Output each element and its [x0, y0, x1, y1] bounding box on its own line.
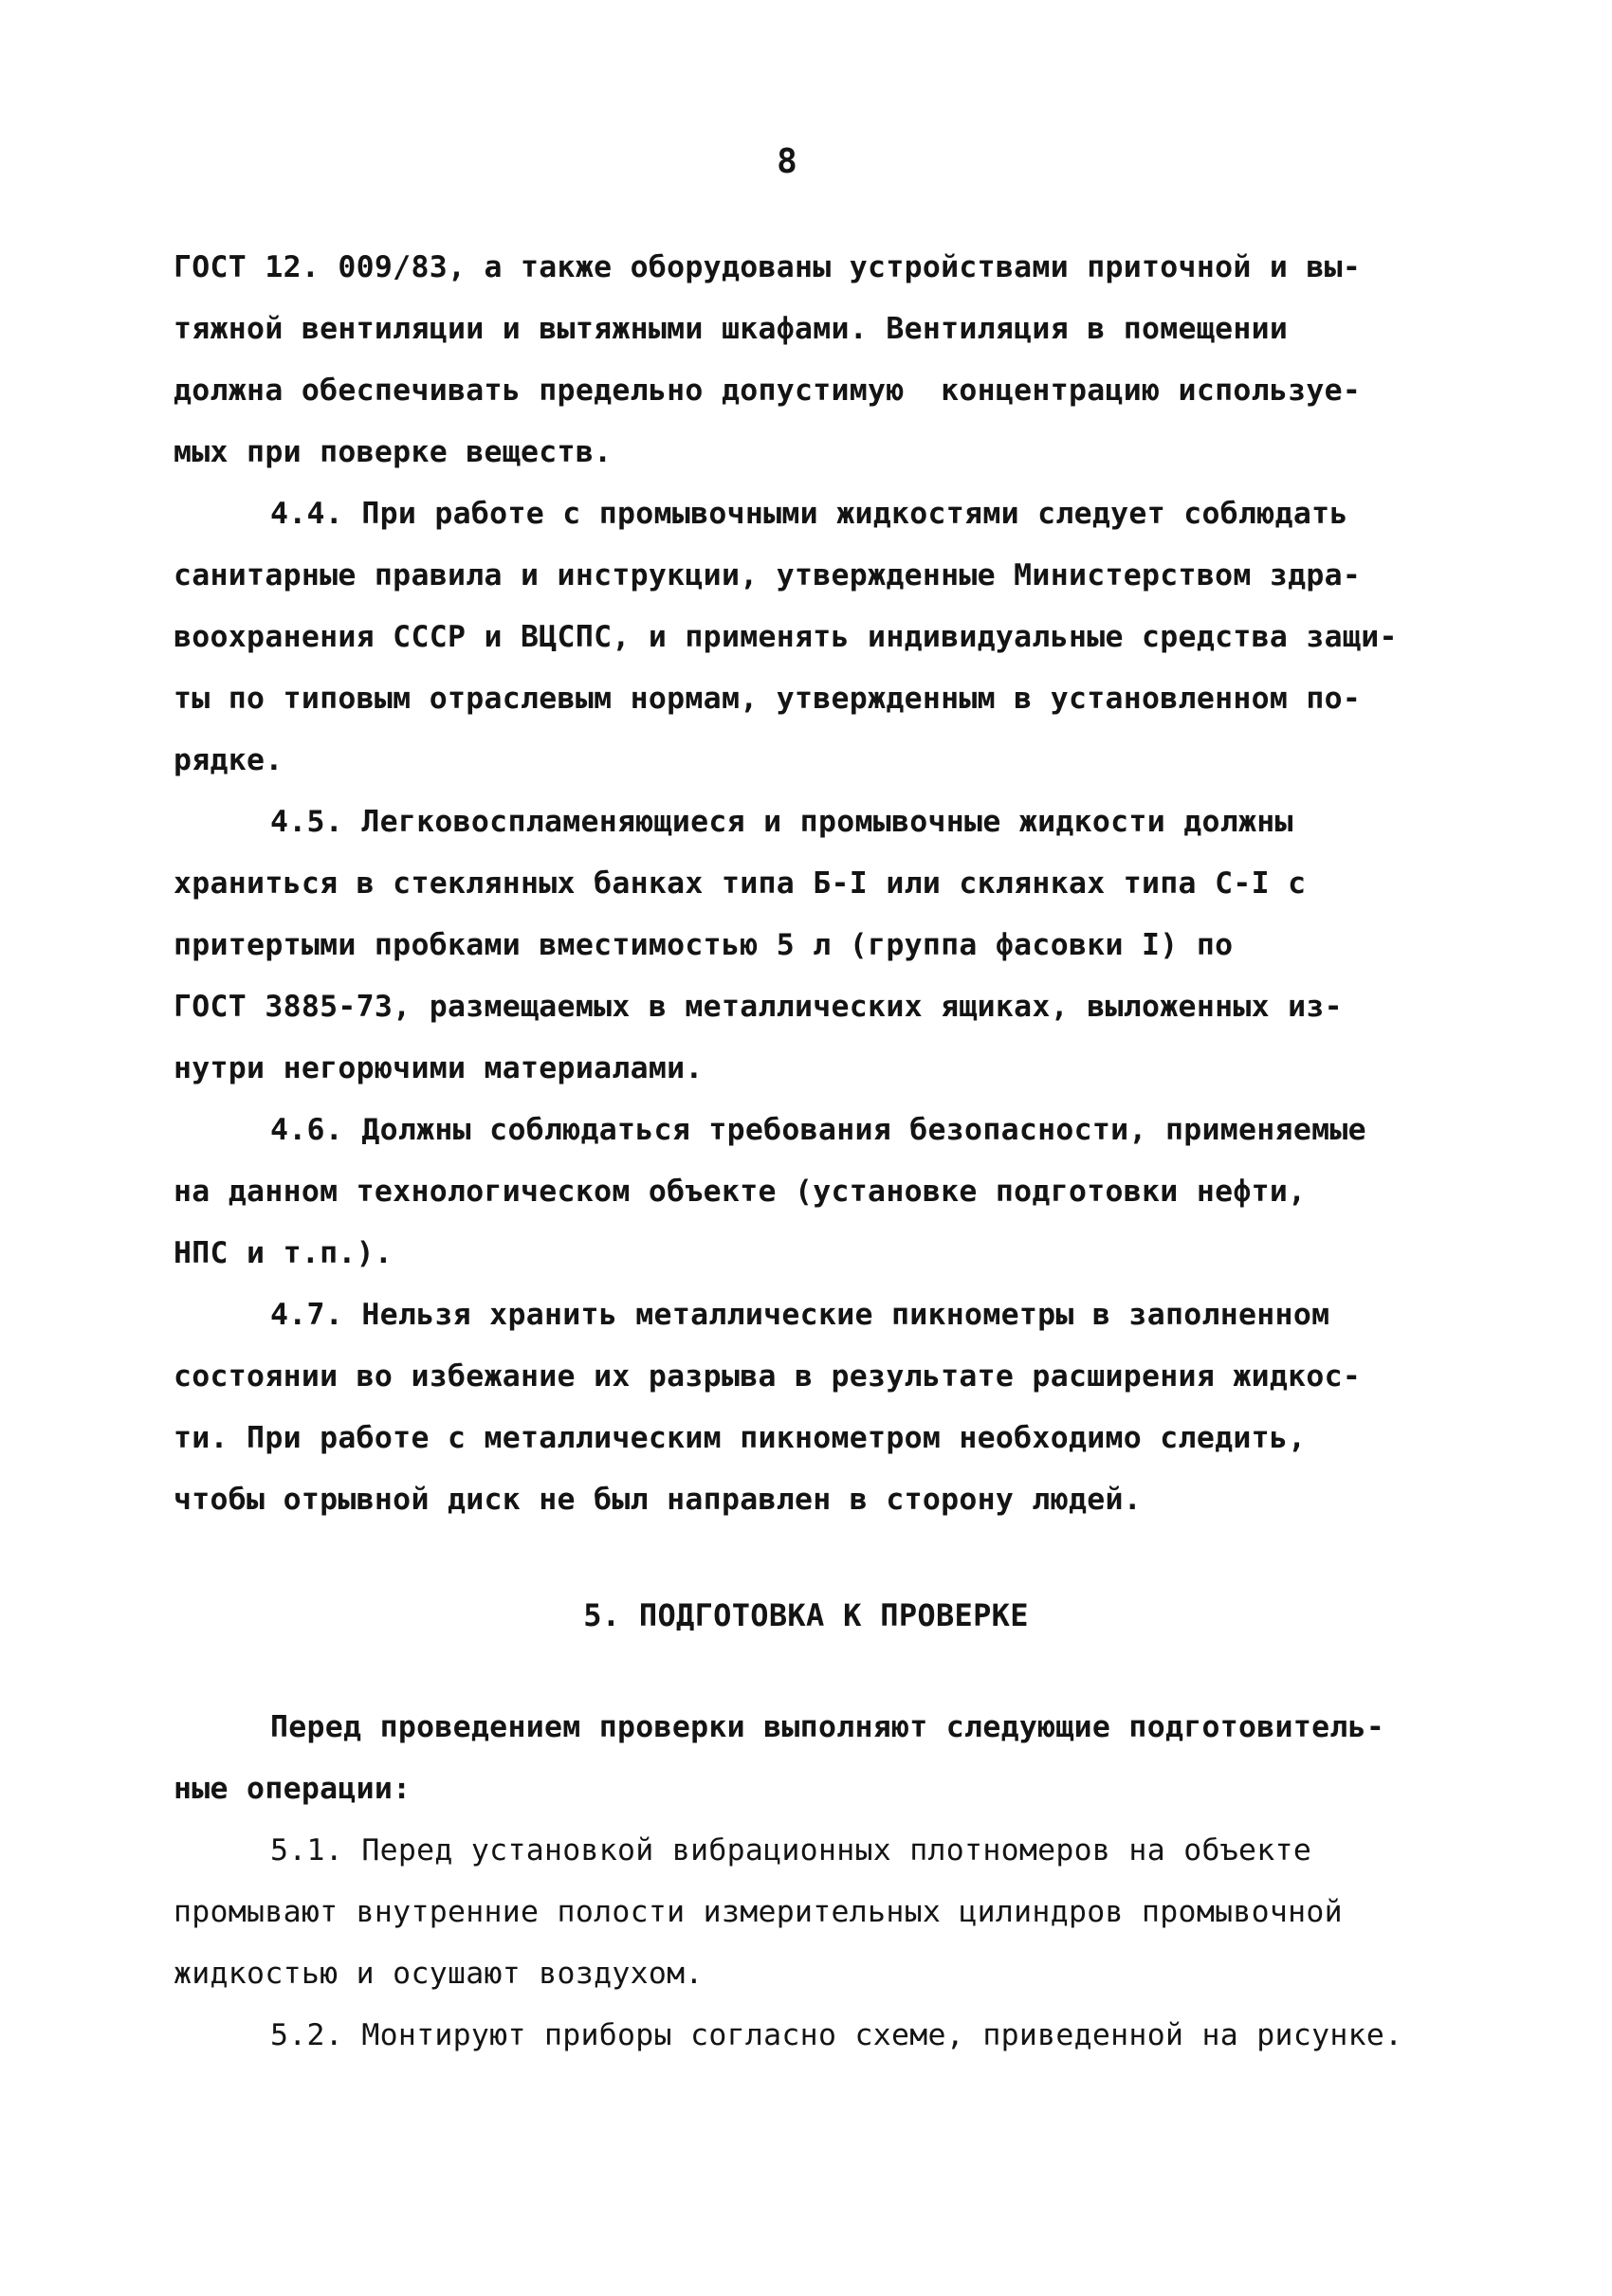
- text-line: на данном технологическом объекте (установке подготовки нефти,: [174, 1175, 1307, 1209]
- clause-4-5: [174, 792, 1463, 1100]
- page-number: 8: [777, 142, 797, 181]
- section-5-body: [174, 1697, 1463, 2067]
- clause-5-1: [174, 1820, 1463, 2005]
- text-line: чтобы отрывной диск не был направлен в сторону людей.: [174, 1483, 1143, 1517]
- text-line: 4.6. Должны соблюдаться требования безопасности, применяемые: [270, 1113, 1366, 1147]
- text-line: мых при поверке веществ.: [174, 435, 613, 469]
- text-line: промывают внутренние полости измерительных цилиндров промывочной: [174, 1895, 1343, 1929]
- section-heading: 5. ПОДГОТОВКА К ПРОВЕРКЕ: [583, 1597, 1029, 1633]
- text-line: жидкостью и осушают воздухом.: [174, 1957, 704, 1991]
- text-line: храниться в стеклянных банках типа Б-I или склянках типа С-I с: [174, 866, 1307, 901]
- text-line: воохранения СССР и ВЦСПС, и применять индивидуальные средства защи-: [174, 620, 1398, 654]
- text-line: ты по типовым отраслевым нормам, утвержденным в установленном по-: [174, 682, 1362, 716]
- text-line: должна обеспечивать предельно допустимую концентрацию используе-: [174, 374, 1362, 408]
- text-line: ти. При работе с металлическим пикнометром необходимо следить,: [174, 1421, 1307, 1455]
- text-line: санитарные правила и инструкции, утвержденные Министерством здра-: [174, 558, 1362, 592]
- text-line: 5.1. Перед установкой вибрационных плотномеров на объекте: [270, 1833, 1312, 1868]
- section-4-continuation: [174, 237, 1463, 1531]
- text-line: НПС и т.п.).: [174, 1236, 394, 1270]
- clause-4-4: [174, 483, 1463, 792]
- text-line: 4.5. Легковоспламеняющиеся и промывочные жидкости должны: [270, 805, 1293, 839]
- clause-5-2: [174, 2005, 1463, 2067]
- clause-4-7: [174, 1285, 1463, 1531]
- text-line: рядке.: [174, 743, 284, 777]
- section-5-intro: [174, 1697, 1463, 1820]
- text-line: ГОСТ 12. 009/83, а также оборудованы устройствами приточной и вы-: [174, 250, 1362, 284]
- intro-paragraph: [174, 237, 1463, 483]
- text-line: тяжной вентиляции и вытяжными шкафами. Вентиляция в помещении: [174, 312, 1289, 346]
- text-line: притертыми пробками вместимостью 5 л (группа фасовки I) по: [174, 928, 1234, 962]
- text-line: ные операции:: [174, 1772, 412, 1806]
- text-line: состоянии во избежание их разрыва в результате расширения жидкос-: [174, 1359, 1362, 1394]
- text-line: 4.4. При работе с промывочными жидкостями следует соблюдать: [270, 497, 1348, 531]
- text-line: 4.7. Нельзя хранить металлические пикнометры в заполненном: [270, 1298, 1330, 1332]
- clause-4-6: [174, 1100, 1463, 1285]
- text-line: Перед проведением проверки выполняют следующие подготовитель-: [270, 1710, 1385, 1744]
- text-line: 5.2. Монтируют приборы согласно схеме, приведенной на рисунке.: [270, 2018, 1403, 2052]
- text-line: нутри негорючими материалами.: [174, 1051, 704, 1085]
- text-line: ГОСТ 3885-73, размещаемых в металлических ящиках, выложенных из-: [174, 990, 1343, 1024]
